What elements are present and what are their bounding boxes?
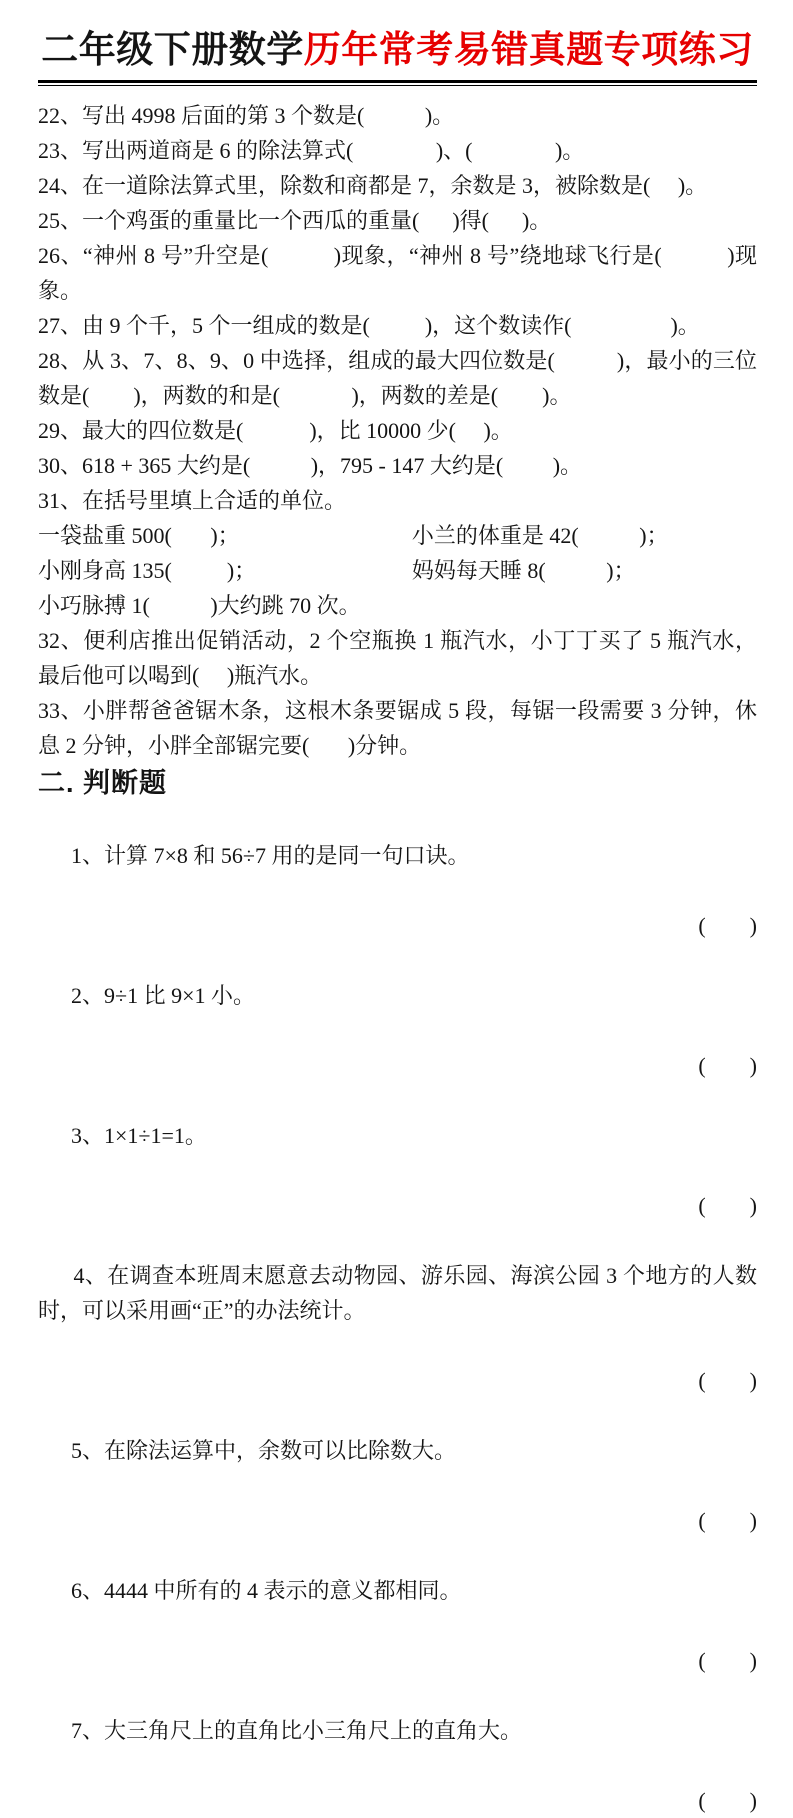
unit-row-3-empty — [412, 588, 757, 623]
unit-blank-height: 小刚身高 135( )； — [38, 558, 257, 583]
judgment-section-heading: 二. 判断题 — [38, 768, 168, 798]
unit-blank-salt: 一袋盐重 500( )； — [38, 523, 240, 548]
title-double-underline — [38, 80, 757, 86]
unit-row-3 — [38, 588, 757, 623]
judge-question-3 — [38, 1083, 757, 1223]
judge-answer-blank-6: ( ) — [698, 1648, 757, 1673]
judge-question-3-text: 3、1×1÷1=1。 — [71, 1123, 207, 1148]
judge-question-5 — [38, 1398, 757, 1538]
judge-answer-blank-2: ( ) — [698, 1053, 757, 1078]
judge-question-4-text: 4、在调查本班周末愿意去动物园、游乐园、海滨公园 3 个地方的人数时，可以采用画“正”的办法统计。 — [38, 1263, 757, 1323]
question-32: 32、便利店推出促销活动，2 个空瓶换 1 瓶汽水，小丁丁买了 5 瓶汽水，最后他可以喝到( )瓶汽水。 — [38, 628, 757, 688]
judge-question-6-text: 6、4444 中所有的 4 表示的意义都相同。 — [71, 1578, 462, 1603]
question-26: 26、“神州 8 号”升空是( )现象，“神州 8 号”绕地球飞行是( )现象。 — [38, 243, 757, 303]
judge-answer-blank-4: ( ) — [698, 1368, 757, 1393]
judge-question-1 — [38, 803, 757, 943]
unit-blank-pulse: 小巧脉搏 1( )大约跳 70 次。 — [38, 593, 361, 618]
judge-answer-blank-7: ( ) — [698, 1788, 757, 1813]
question-29: 29、最大的四位数是( )，比 10000 少( )。 — [38, 418, 513, 443]
judge-question-1-text: 1、计算 7×8 和 56÷7 用的是同一句口诀。 — [71, 843, 470, 868]
judge-question-2 — [38, 943, 757, 1083]
unit-blank-sleep: 妈妈每天睡 8( )； — [411, 558, 636, 583]
unit-row-2 — [38, 553, 757, 588]
question-28: 28、从 3、7、8、9、0 中选择，组成的最大四位数是( )，最小的三位数是( )，两数的和是( )，两数的差是( )。 — [38, 348, 757, 408]
question-25: 25、一个鸡蛋的重量比一个西瓜的重量( )得( )。 — [38, 208, 552, 233]
judgment-questions-section — [38, 803, 757, 1818]
question-33: 33、小胖帮爸爸锯木条，这根木条要锯成 5 段，每锯一段需要 3 分钟，休息 2 分钟，小胖全部锯完要( )分钟。 — [38, 698, 757, 758]
judge-question-7 — [38, 1678, 757, 1818]
fill-in-questions-section — [38, 98, 757, 763]
judge-answer-blank-3: ( ) — [698, 1193, 757, 1218]
unit-row-1 — [38, 518, 757, 553]
unit-blank-weight: 小兰的体重是 42( )； — [411, 523, 669, 548]
judge-question-7-text: 7、大三角尺上的直角比小三角尺上的直角大。 — [71, 1718, 523, 1743]
question-22: 22、写出 4998 后面的第 3 个数是( )。 — [38, 103, 455, 128]
judge-question-5-text: 5、在除法运算中，余数可以比除数大。 — [71, 1438, 457, 1463]
question-24: 24、在一道除法算式里，除数和商都是 7，余数是 3，被除数是( )。 — [38, 173, 708, 198]
question-31: 31、在括号里填上合适的单位。 — [38, 488, 347, 513]
judge-answer-blank-5: ( ) — [698, 1508, 757, 1533]
question-23: 23、写出两道商是 6 的除法算式( )、( )。 — [38, 138, 585, 163]
page-title — [38, 26, 757, 76]
judge-question-6 — [38, 1538, 757, 1678]
question-30: 30、618 + 365 大约是( )，795 - 147 大约是( )。 — [38, 453, 583, 478]
title-red-part: 历年常考易错真题专项练习 — [303, 30, 754, 71]
judge-question-4 — [38, 1223, 757, 1398]
judge-answer-blank-1: ( ) — [698, 913, 757, 938]
judge-question-2-text: 2、9÷1 比 9×1 小。 — [71, 983, 255, 1008]
question-27: 27、由 9 个千，5 个一组成的数是( )，这个数读作( )。 — [38, 313, 700, 338]
title-black-part: 二年级下册数学 — [41, 30, 304, 71]
